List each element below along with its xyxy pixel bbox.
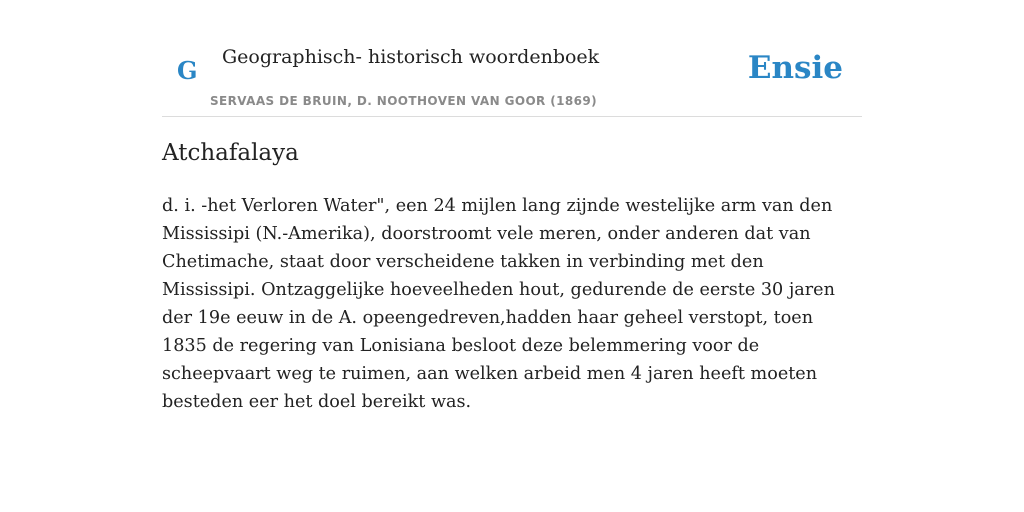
- entry-body: d. i. -het Verloren Water", een 24 mijlen lang zijnde westelijke arm van den Mississipi (N.-Amerika), doorstroomt vele meren, onder anderen dat van Chetimache, staat door verscheidene takken in verbinding met den Mississipi. Ontzaggelijke hoeveelheden hout, gedurende de eerste 30 jaren der 19e eeuw in de A. opeengedreven,hadden haar geheel verstopt, toen 1835 de regering van Lonisiana besloot deze belemmering voor de scheepvaart weg te ruimen, aan welken arbeid men 4 jaren heeft moeten besteden eer het doel bereikt was.: [162, 196, 835, 412]
- book-title[interactable]: Geographisch- historisch woordenboek: [222, 46, 600, 68]
- book-header: [162, 36, 862, 117]
- ensie-logo[interactable]: Ensie: [747, 50, 843, 86]
- entry-title: Atchafalaya: [162, 140, 299, 166]
- book-authors: SERVAAS DE BRUIN, D. NOOTHOVEN VAN GOOR (1869): [210, 94, 598, 108]
- book-letter-link[interactable]: G: [177, 56, 198, 85]
